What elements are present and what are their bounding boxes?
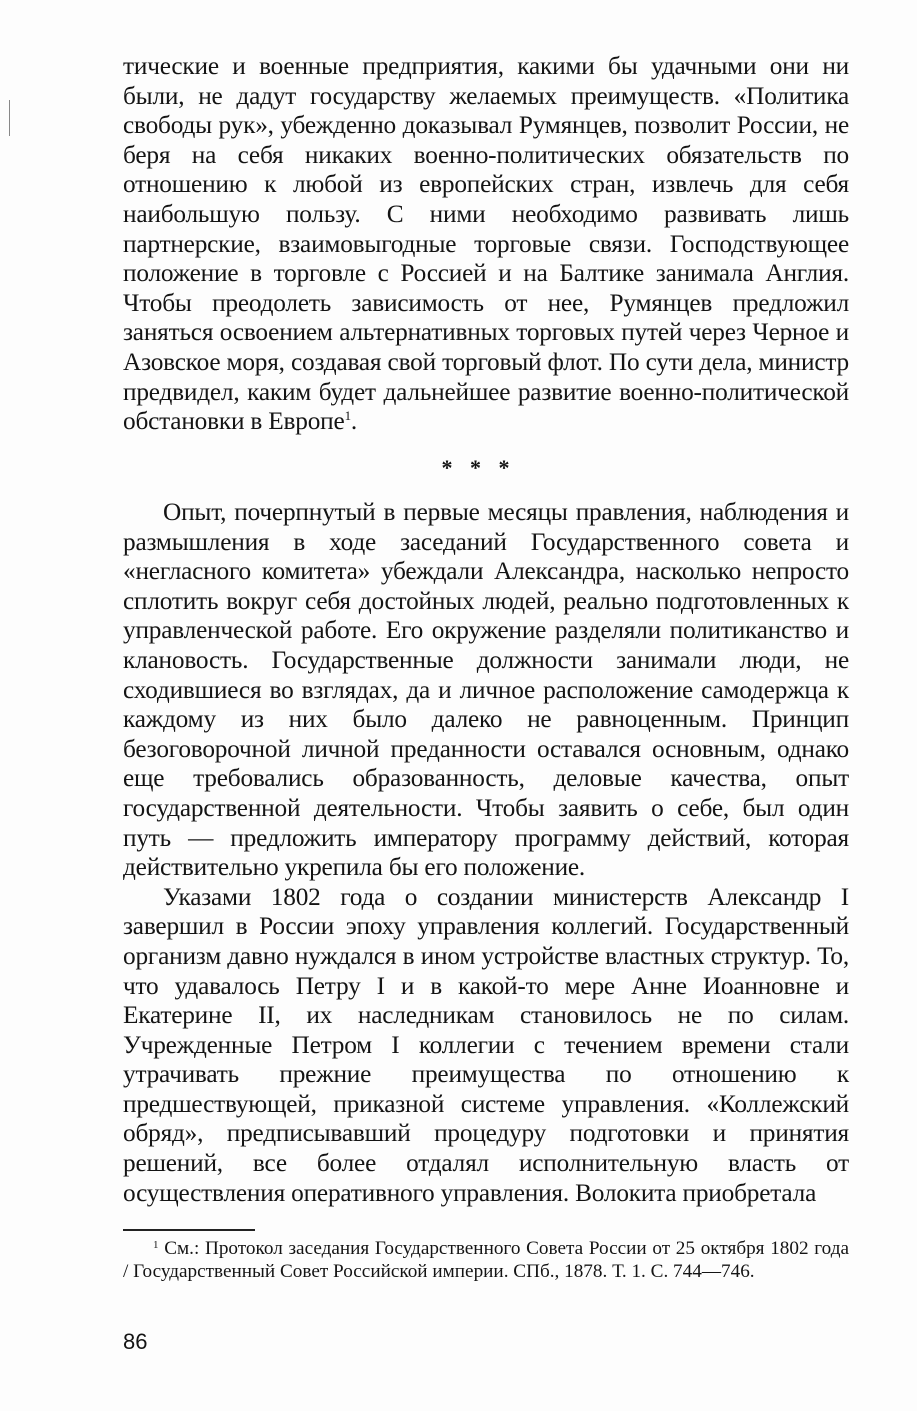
margin-mark	[9, 100, 10, 136]
footnote-divider	[123, 1229, 255, 1231]
section-separator: * * *	[441, 455, 516, 480]
footnote-reference: 1	[344, 408, 351, 424]
top-paragraph-text: тические и военные предприятия, какими бы удачными они ни были, не дадут государству желаемых преимуществ. «Политика свободы рук», убежденно доказывал Румянцев, позволит России, не беря на себя никаких военно-политических обязательств по отношению к любой из европейских стран, извлечь для себя наибольшую пользу. С ними необходимо развивать лишь партнерские, взаимовыгодные торговые связи. Господствующее положение в торговле с Россией и на Балтике занимала Англия. Чтобы преодолеть зависимость от нее, Румянцев предложил заняться освоением альтернативных торговых путей через Черное и Азовское моря, создавая свой торговый флот. По сути дела, министр предвидел, каким будет дальнейшее развитие военно-политической обстановки в Европе	[123, 52, 849, 436]
page-number: 86	[123, 1329, 148, 1354]
top-paragraph	[123, 52, 849, 437]
main-text-block	[123, 498, 849, 1208]
footnote-marker: 1	[153, 1239, 159, 1251]
footnote	[123, 1238, 849, 1283]
footnote-text: См.: Протокол заседания Государственного Совета России от 25 октября 1802 года / Государственный Совет Российской империи. СПб., 1878. Т. 1. С. 744—746.	[123, 1238, 849, 1282]
paragraph-2: Опыт, почерпнутый в первые месяцы правления, наблюдения и размышления в ходе заседаний Государственного совета и «негласного комитета» убеждали Александра, насколько непросто сплотить вокруг себя достойных людей, реально подготовленных к управленческой работе. Его окружение разделяли политиканство и клановость. Государственные должности занимали люди, не сходившиеся во взглядах, да и личное расположение самодержца к каждому из них было далеко не равноценным. Принцип безоговорочной личной преданности оставался основным, однако еще требовались образованность, деловые качества, опыт государственной деятельности. Чтобы заявить о себе, был один путь — предложить императору программу действий, которая действительно укрепила бы его положение.	[123, 498, 849, 882]
top-paragraph-end: .	[350, 407, 357, 436]
top-text-block	[123, 52, 849, 437]
paragraph-3: Указами 1802 года о создании министерств Александр I завершил в России эпоху управления коллегий. Государственный организм давно нуждался в ином устройстве властных структур. То, что удавалось Петру I и в какой-то мере Анне Иоанновне и Екатерине II, их наследникам становилось не по силам. Учрежденные Петром I коллегии с течением времени стали утрачивать прежние преимущества по отношению к предшествующей, приказной системе управления. «Коллежский обряд», предписывавший процедуру подготовки и принятия решений, все более отдалял исполнительную власть от осуществления оперативного управления. Волокита приобретала	[123, 882, 849, 1207]
